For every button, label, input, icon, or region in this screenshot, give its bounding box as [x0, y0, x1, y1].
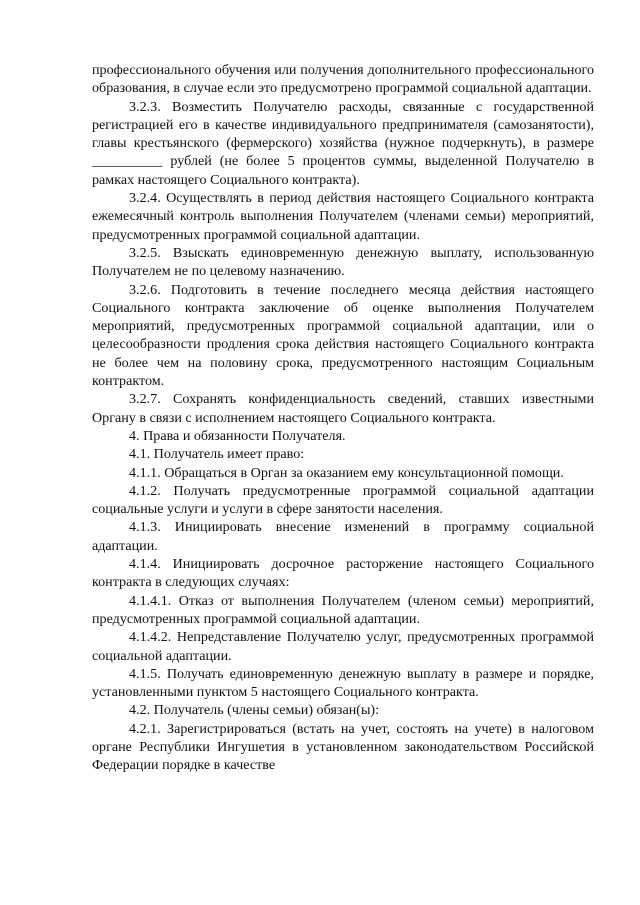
paragraph-3-2-4: 3.2.4. Осуществлять в период действия настоящего Социального контракта ежемесячный контроль выполнения Получателем (членами семьи) мероприятий, предусмотренных программой социальной адаптации.	[92, 190, 594, 243]
paragraph-3-2-7: 3.2.7. Сохранять конфиденциальность сведений, ставших известными Органу в связи с исполнением настоящего Социального контракта.	[92, 391, 594, 426]
paragraph-4-1-4-2: 4.1.4.2. Непредставление Получателю услуг, предусмотренных программой социальной адаптации.	[92, 629, 594, 664]
paragraph-4-1-4: 4.1.4. Инициировать досрочное расторжение настоящего Социального контракта в следующих случаях:	[92, 556, 594, 591]
paragraph-4-1: 4.1. Получатель имеет право:	[129, 446, 305, 463]
section-heading-4: 4. Права и обязанности Получателя.	[129, 427, 346, 444]
paragraph-3-2-5: 3.2.5. Взыскать единовременную денежную выплату, использованную Получателем не по целевому назначению.	[92, 244, 594, 280]
document-body	[92, 61, 594, 775]
paragraph-4-1-1: 4.1.1. Обращаться в Орган за оказанием ему консультационной помощи.	[129, 464, 564, 481]
paragraph-4-2-1: 4.2.1. Зарегистрироваться (встать на учет, состоять на учете) в налоговом органе Республики Ингушетия в установленном законодательством Российской Федерации порядке в качестве	[92, 720, 594, 774]
paragraph-4-2: 4.2. Получатель (члены семьи) обязан(ы):	[129, 702, 380, 719]
paragraph-4-1-2: 4.1.2. Получать предусмотренные программой социальной адаптации социальные услуги и услуги в сфере занятости населения.	[92, 482, 594, 518]
paragraph-continuation: профессионального обучения или получения дополнительного профессионального образования, в случае если это предусмотрено программой социальной адаптации.	[92, 62, 594, 97]
paragraph-4-1-5: 4.1.5. Получать единовременную денежную выплату в размере и порядке, установленными пунктом 5 настоящего Социального контракта.	[92, 665, 594, 701]
paragraph-3-2-6: 3.2.6. Подготовить в течение последнего месяца действия настоящего Социального контракта заключение об оценке выполнения Получателем мероприятий, предусмотренных программой социальной адаптации, или о целесообразности продления срока действия настоящего Социального контракта не более чем на половину срока, предусмотренного настоящим Социальным контрактом.	[92, 281, 594, 390]
paragraph-3-2-3: 3.2.3. Возместить Получателю расходы, связанные с государственной регистрацией его в качестве индивидуального предпринимателя (самозанятости), главы крестьянского (фермерского) хозяйства (нужное подчеркнуть), в размере __________ рублей (не более 5 процентов суммы, выделенной Получателю в рамках настоящего Социального контракта).	[92, 98, 594, 188]
paragraph-4-1-3: 4.1.3. Инициировать внесение изменений в программу социальной адаптации.	[92, 519, 594, 554]
paragraph-4-1-4-1: 4.1.4.1. Отказ от выполнения Получателем (членом семьи) мероприятий, предусмотренных программой социальной адаптации.	[92, 592, 594, 627]
